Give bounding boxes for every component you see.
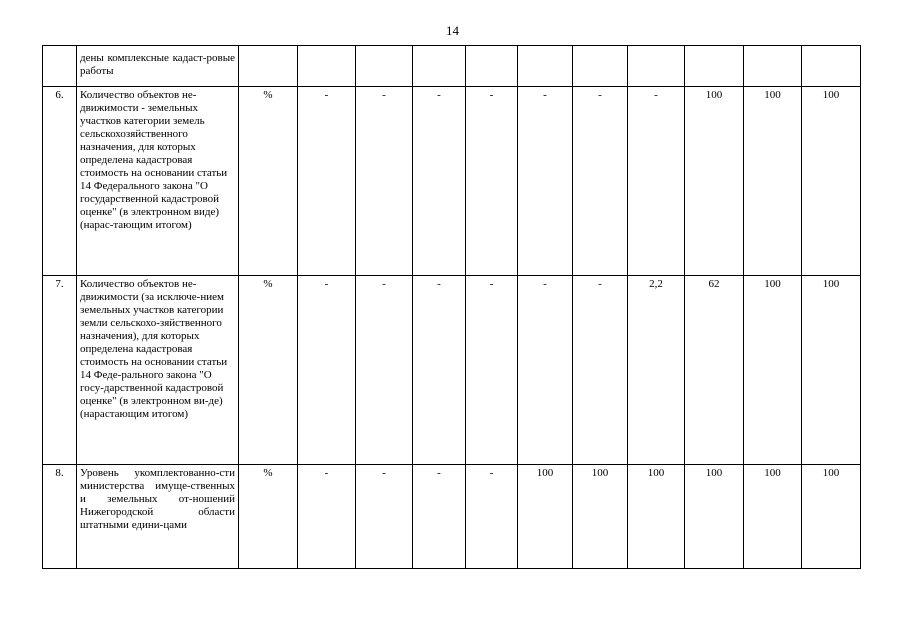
row-number: 7. [43, 276, 77, 465]
row-number: 6. [43, 87, 77, 276]
row-value [685, 46, 744, 87]
row-value [356, 46, 413, 87]
row-value: 100 [744, 465, 802, 569]
table-row [43, 276, 861, 465]
row-description: Количество объектов не-движимости (за исключе-нием земельных участков категории земли сельскохо-зяйственного назначения), для которых определена кадастровая стоимость на основании статьи 14 Феде-рального закона "О госу-дарственной кадастровой оценке" (в электронном ви-де) (нарастающим итогом) [77, 276, 239, 465]
row-unit: % [239, 276, 298, 465]
row-value: - [518, 276, 573, 465]
row-value [518, 46, 573, 87]
row-value: - [298, 87, 356, 276]
row-value: - [413, 465, 466, 569]
page-number: 14 [446, 23, 459, 38]
row-value [744, 46, 802, 87]
row-value: - [573, 87, 628, 276]
row-value: 100 [628, 465, 685, 569]
row-value [573, 46, 628, 87]
row-value: 100 [744, 87, 802, 276]
row-value: - [466, 276, 518, 465]
row-number: 8. [43, 465, 77, 569]
row-value: 100 [744, 276, 802, 465]
row-value [413, 46, 466, 87]
row-value: - [466, 87, 518, 276]
row-value [802, 46, 861, 87]
row-value: - [413, 87, 466, 276]
table-row [43, 87, 861, 276]
indicators-table [42, 45, 861, 569]
row-description: Количество объектов не-движимости - земельных участков категории земель сельскохозяйственного назначения, для которых определена кадастровая стоимость на основании статьи 14 Федерального закона "О государственной кадастровой оценке" (в электронном виде) (нарас-тающим итогом) [77, 87, 239, 276]
table-row [43, 46, 861, 87]
row-unit [239, 46, 298, 87]
row-value: 100 [802, 465, 861, 569]
row-value: 100 [802, 276, 861, 465]
row-value: - [356, 465, 413, 569]
row-value: - [298, 276, 356, 465]
row-value: 100 [573, 465, 628, 569]
row-value: - [628, 87, 685, 276]
row-value: 2,2 [628, 276, 685, 465]
row-value [466, 46, 518, 87]
row-value [628, 46, 685, 87]
row-value: 100 [518, 465, 573, 569]
row-value: - [466, 465, 518, 569]
table-row [43, 465, 861, 569]
row-value: 100 [685, 465, 744, 569]
row-value: - [356, 87, 413, 276]
row-value: - [356, 276, 413, 465]
row-number [43, 46, 77, 87]
row-description: Уровень укомплектованно-сти министерства имуще-ственных и земельных от-ношений Нижегородской области штатными едини-цами [77, 465, 239, 569]
row-value: 62 [685, 276, 744, 465]
row-value: 100 [802, 87, 861, 276]
row-unit: % [239, 87, 298, 276]
row-value: - [298, 465, 356, 569]
row-unit: % [239, 465, 298, 569]
row-value: 100 [685, 87, 744, 276]
row-value: - [573, 276, 628, 465]
row-value: - [413, 276, 466, 465]
row-value [298, 46, 356, 87]
row-description: дены комплексные кадаст-ровые работы [77, 46, 239, 87]
row-value: - [518, 87, 573, 276]
